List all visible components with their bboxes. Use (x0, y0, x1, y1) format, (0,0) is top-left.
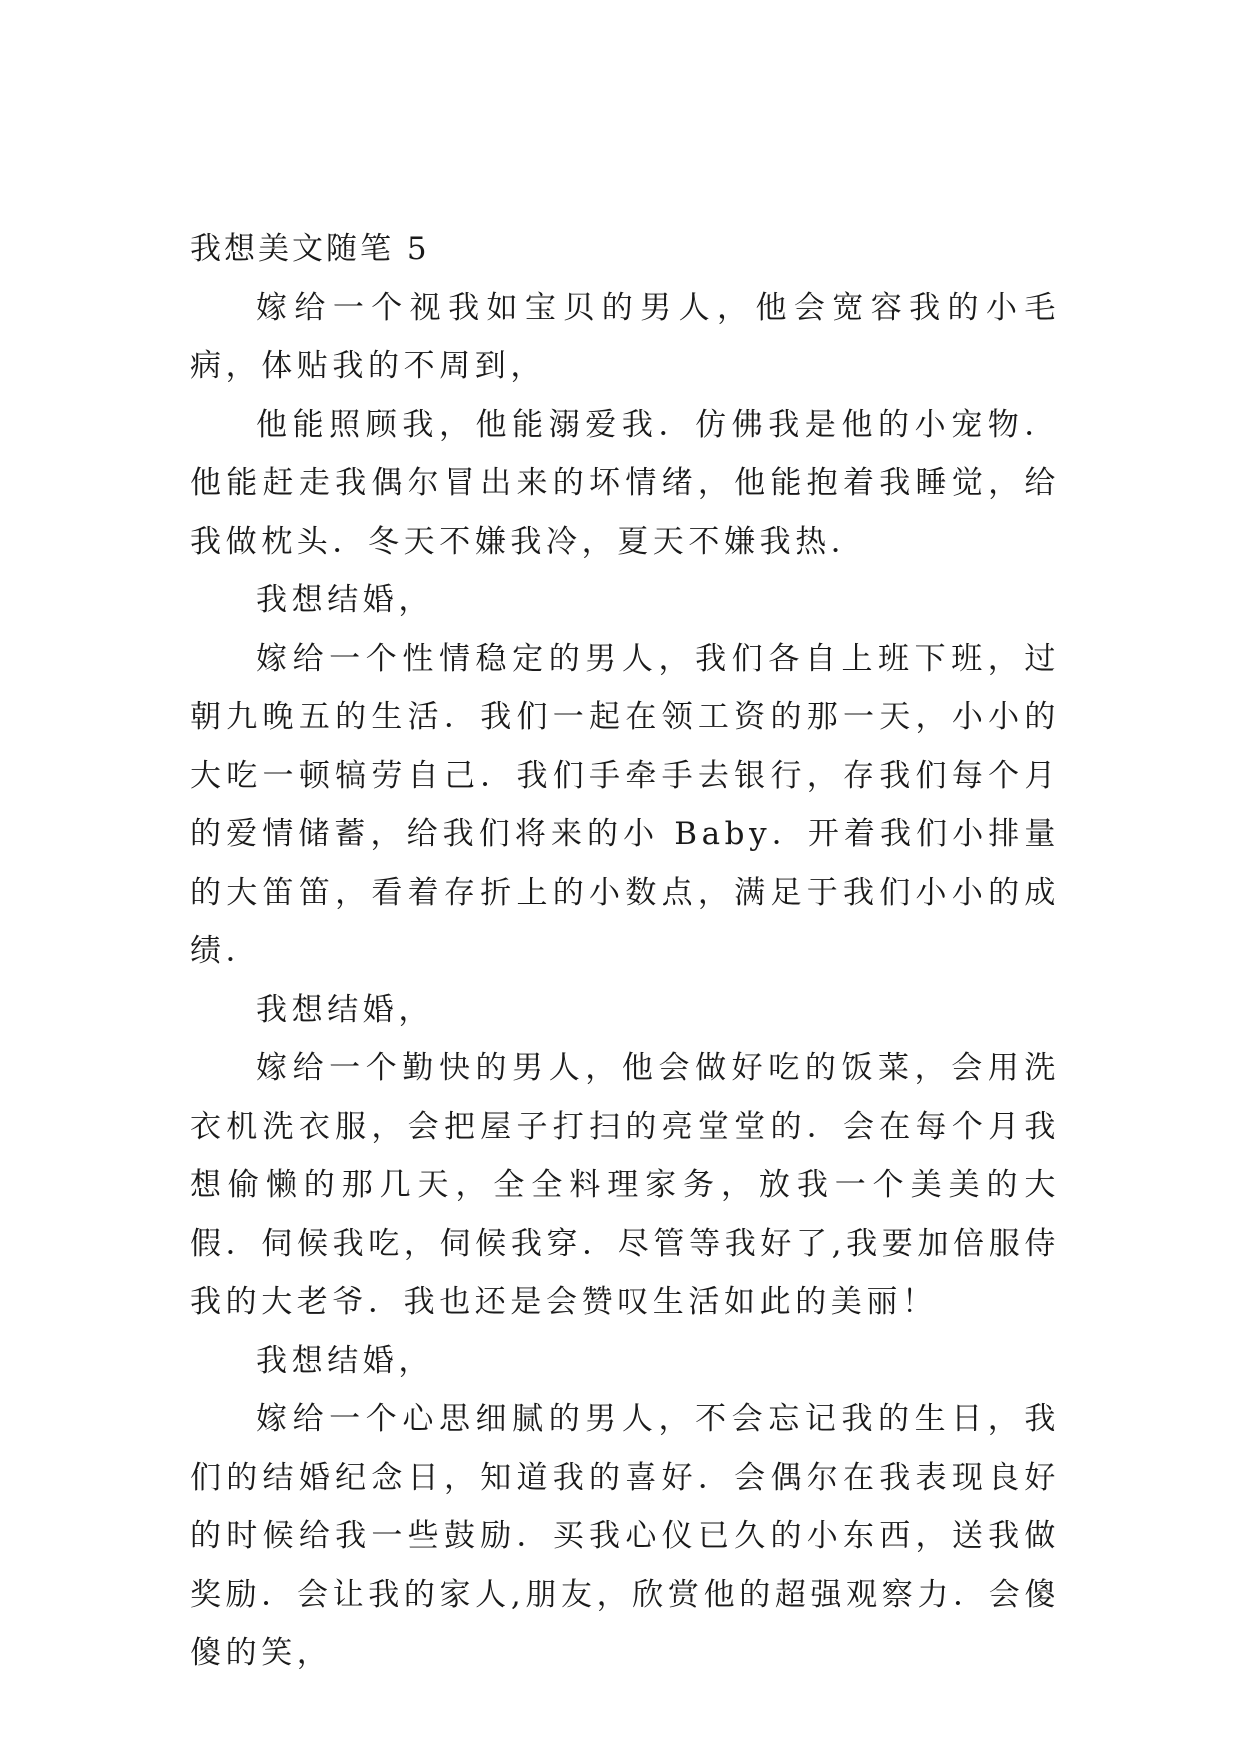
paragraph: 嫁给一个视我如宝贝的男人，他会宽容我的小毛病，体贴我的不周到， (190, 289, 1060, 384)
paragraph: 嫁给一个勤快的男人，他会做好吃的饭菜，会用洗衣机洗衣服，会把屋子打扫的亮堂堂的．会在每个月我想偷懒的那几天，全全料理家务，放我一个美美的大假．伺候我吃，伺候我穿．尽管等我好了,我要加倍服侍我的大老爷．我也还是会赞叹生活如此的美丽！ (190, 1050, 1060, 1320)
document-body (190, 220, 1060, 1683)
paragraph: 我想结婚， (256, 991, 434, 1028)
paragraph: 我想结婚， (256, 582, 434, 618)
paragraph: 我想结婚， (256, 1342, 434, 1379)
document-title: 我想美文随笔 5 (190, 231, 430, 267)
paragraph: 他能照顾我，他能溺爱我．仿佛我是他的小宠物．他能赶走我偶尔冒出来的坏情绪，他能抱着我睡觉，给我做枕头．冬天不嫌我冷，夏天不嫌我热． (190, 406, 1060, 560)
paragraph: 嫁给一个性情稳定的男人，我们各自上班下班，过朝九晚五的生活．我们一起在领工资的那一天，小小的大吃一顿犒劳自己．我们手牵手去银行，存我们每个月的爱情储蓄，给我们将来的小 Baby．开着我们小排量的大笛笛，看着存折上的小数点，满足于我们小小的成绩． (190, 640, 1060, 969)
paragraph: 嫁给一个心思细腻的男人，不会忘记我的生日，我们的结婚纪念日，知道我的喜好．会偶尔在我表现良好的时候给我一些鼓励．买我心仪已久的小东西，送我做奖励．会让我的家人,朋友，欣赏他的超强观察力．会傻傻的笑， (190, 1401, 1060, 1671)
